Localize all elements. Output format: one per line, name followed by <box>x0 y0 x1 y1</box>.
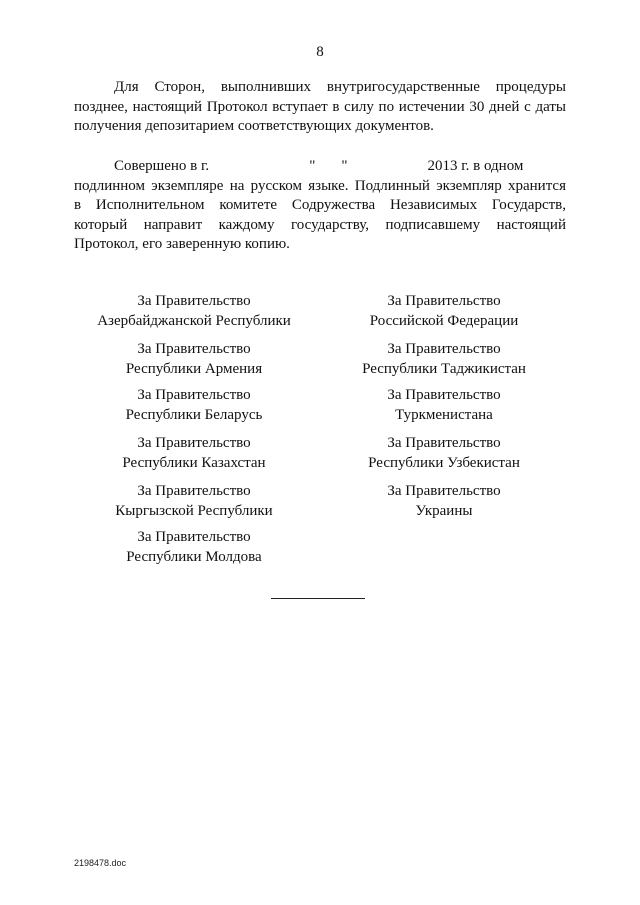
signature-heading: За Правительство <box>137 529 251 545</box>
paragraph2-year-text: 2013 г. в одном <box>427 158 524 174</box>
signature-country: Кыргызской Республики <box>115 502 273 519</box>
paragraph2-line4: который направит каждому государству, подписавшему настоящий <box>74 216 566 233</box>
page-number: 8 <box>316 44 324 60</box>
signature-block-tajikistan <box>324 340 564 379</box>
paragraph1-line1: Для Сторон, выполнивших внутригосударственные процедуры <box>114 79 566 95</box>
signature-heading: За Правительство <box>137 387 251 403</box>
footer-filename: 2198478.doc <box>74 858 127 868</box>
signature-block-ukraine <box>324 482 564 521</box>
signature-country: Российской Федерации <box>369 312 519 329</box>
paragraph-entry-into-force <box>74 78 566 137</box>
signature-block-turkmenistan <box>324 386 564 425</box>
signature-heading: За Правительство <box>387 483 501 499</box>
signature-block-kazakhstan <box>74 434 314 473</box>
signature-block-russia <box>324 292 564 331</box>
signature-country: Туркменистана <box>395 406 493 423</box>
signature-country: Республики Казахстан <box>122 454 266 471</box>
signature-block-belarus <box>74 386 314 425</box>
signature-heading: За Правительство <box>137 435 251 451</box>
signature-country: Республики Армения <box>125 360 263 377</box>
signature-country: Республики Узбекистан <box>368 454 520 471</box>
signature-country: Республики Молдова <box>126 548 262 565</box>
paragraph2-line1 <box>74 157 566 177</box>
signature-heading: За Правительство <box>137 341 251 357</box>
paragraph2-line2: подлинном экземпляре на русском языке. Подлинный экземпляр хранится <box>74 177 566 194</box>
signature-country: Республики Таджикистан <box>362 360 526 377</box>
signature-heading: За Правительство <box>387 435 501 451</box>
signature-block-armenia <box>74 340 314 379</box>
paragraph2-line5: Протокол, его заверенную копию. <box>74 236 290 252</box>
signature-heading: За Правительство <box>137 483 251 499</box>
signature-heading: За Правительство <box>387 341 501 357</box>
signature-country: Республики Беларусь <box>125 406 263 423</box>
signature-block-kyrgyzstan <box>74 482 314 521</box>
paragraph2-place-text: Совершено в г. <box>114 158 210 174</box>
paragraph1-line2: позднее, настоящий Протокол вступает в силу по истечении 30 дней с даты <box>74 98 566 115</box>
signature-country: Украины <box>415 502 473 519</box>
date-quote-close: " <box>341 158 348 174</box>
paragraph2-line3: в Исполнительном комитете Содружества Независимых Государств, <box>74 197 566 213</box>
signature-country: Азербайджанской Республики <box>97 312 291 329</box>
signature-block-moldova <box>74 528 314 567</box>
signature-heading: За Правительство <box>387 387 501 403</box>
signature-block-uzbekistan <box>324 434 564 473</box>
signature-heading: За Правительство <box>137 293 251 309</box>
signature-block-azerbaijan <box>74 292 314 331</box>
date-quote-open: " <box>309 158 316 174</box>
paragraph-done-at <box>74 157 566 255</box>
end-divider-line <box>271 598 365 599</box>
signature-heading: За Правительство <box>387 293 501 309</box>
paragraph1-line3: получения депозитарием соответствующих документов. <box>74 118 434 134</box>
